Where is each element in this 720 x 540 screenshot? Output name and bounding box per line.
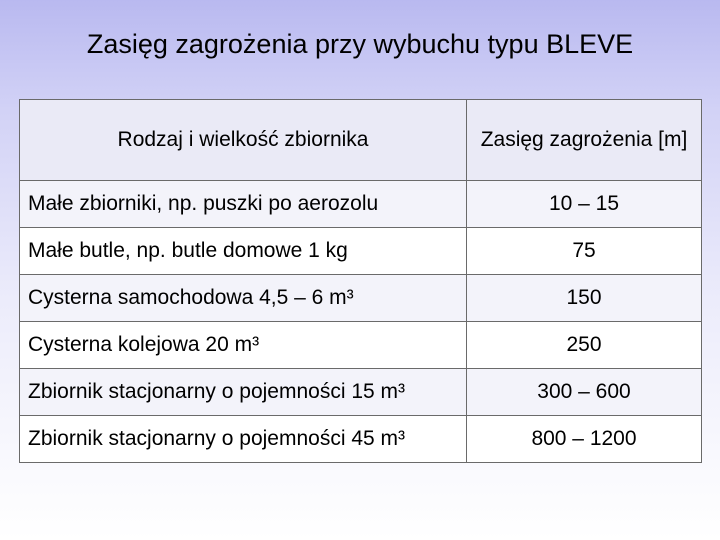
- range-cell: 800 – 1200: [467, 416, 702, 463]
- range-cell: 300 – 600: [467, 369, 702, 416]
- tank-type-cell: Cysterna kolejowa 20 m³: [20, 322, 467, 369]
- range-cell: 10 – 15: [467, 181, 702, 228]
- header-range: Zasięg zagrożenia [m]: [467, 100, 702, 181]
- header-tank-type: Rodzaj i wielkość zbiornika: [20, 100, 467, 181]
- tank-type-cell: Małe butle, np. butle domowe 1 kg: [20, 228, 467, 275]
- table-row: [20, 181, 702, 228]
- table-row: [20, 416, 702, 463]
- tank-type-cell: Małe zbiorniki, np. puszki po aerozolu: [20, 181, 467, 228]
- page-title: Zasięg zagrożenia przy wybuchu typu BLEVE: [86, 29, 634, 59]
- tank-type-cell: Cysterna samochodowa 4,5 – 6 m³: [20, 275, 467, 322]
- range-cell: 150: [467, 275, 702, 322]
- table-row: [20, 228, 702, 275]
- range-cell: 75: [467, 228, 702, 275]
- bleve-range-table: [19, 99, 702, 463]
- table-row: [20, 275, 702, 322]
- table-row: [20, 322, 702, 369]
- table-header-row: [20, 100, 702, 181]
- range-cell: 250: [467, 322, 702, 369]
- tank-type-cell: Zbiornik stacjonarny o pojemności 45 m³: [20, 416, 467, 463]
- tank-type-cell: Zbiornik stacjonarny o pojemności 15 m³: [20, 369, 467, 416]
- table-row: [20, 369, 702, 416]
